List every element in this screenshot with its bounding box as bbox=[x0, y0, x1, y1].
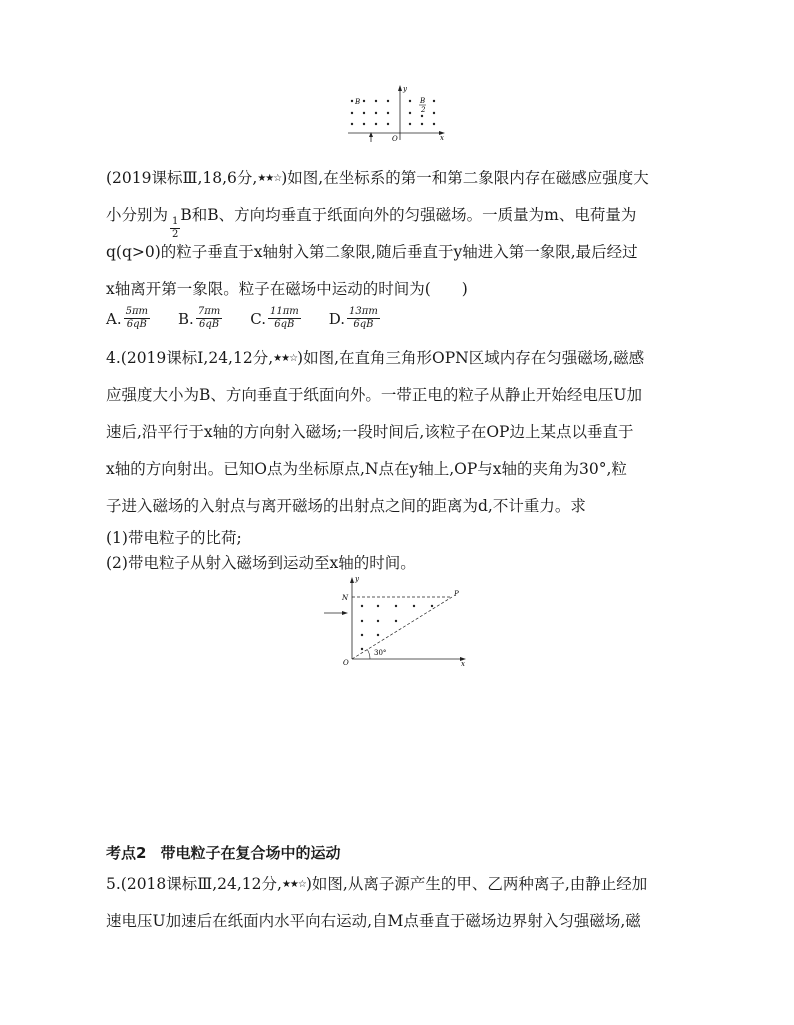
q5-text-1: )如图,从离子源产生的甲、乙两种离子,由静止经加 bbox=[305, 875, 648, 893]
frac-num: 7πm bbox=[197, 306, 221, 317]
frac-num: 11πm bbox=[269, 306, 299, 317]
difficulty-stars-icon: ★★☆ bbox=[281, 879, 306, 890]
frac-num: 1 bbox=[172, 216, 179, 227]
frac-num: 5πm bbox=[125, 306, 149, 317]
q4-sub-1: (1)带电粒子的比荷; bbox=[106, 529, 242, 547]
frac-den: 6qB bbox=[274, 319, 295, 330]
option-label: D. bbox=[328, 309, 346, 328]
q5-line-2: 速电压U加速后在纸面内水平向右运动,自M点垂直于磁场边界射入匀强磁场,磁 bbox=[106, 912, 641, 930]
field-dots bbox=[361, 605, 433, 650]
section-title: 带电粒子在复合场中的运动 bbox=[160, 844, 341, 862]
q3-line-1 bbox=[106, 160, 690, 197]
option-fraction bbox=[268, 306, 301, 331]
option-d[interactable] bbox=[329, 306, 380, 331]
label-B: B bbox=[355, 98, 361, 106]
label-O: O bbox=[343, 659, 349, 667]
q4-text-1: )如图,在直角三角形OPN区域内存在匀强磁场,磁感 bbox=[297, 349, 645, 367]
frac-num: 13πm bbox=[349, 306, 378, 317]
difficulty-stars-icon: ★★☆ bbox=[273, 353, 298, 364]
q3-line-3: q(q>0)的粒子垂直于x轴射入第二象限,随后垂直于y轴进入第一象限,最后经过 bbox=[106, 243, 638, 261]
q4-sub-2: (2)带电粒子从射入磁场到运动至x轴的时间。 bbox=[106, 554, 416, 572]
question-4 bbox=[106, 340, 690, 525]
y-axis-arrow bbox=[398, 85, 402, 91]
frac-den: 6qB bbox=[353, 319, 374, 330]
q3-options bbox=[106, 306, 408, 331]
q5-line-1 bbox=[106, 866, 690, 903]
label-x: x bbox=[440, 134, 444, 142]
label-angle: 30° bbox=[374, 649, 387, 657]
figure-magnetic-quadrants bbox=[340, 82, 452, 144]
edge-OP bbox=[352, 597, 452, 659]
option-label: C. bbox=[250, 309, 266, 328]
q4-line-4: x轴的方向射出。已知O点为坐标原点,N点在y轴上,OP与x轴的夹角为30°,粒 bbox=[106, 460, 627, 478]
q4-line-1 bbox=[106, 340, 690, 377]
label-P: P bbox=[454, 590, 459, 598]
label-y: y bbox=[355, 575, 359, 583]
label-origin: O bbox=[392, 135, 398, 143]
y-axis-arrow bbox=[350, 577, 354, 583]
q4-line-2: 应强度大小为B、方向垂直于纸面向外。一带正电的粒子从静止开始经电压U加 bbox=[106, 386, 642, 404]
option-a[interactable] bbox=[106, 306, 150, 331]
q4-line-3: 速后,沿平行于x轴的方向射入磁场;一段时间后,该粒子在OP边上某点以垂直于 bbox=[106, 423, 634, 441]
q5-source: 5.(2018课标Ⅲ,24,12分, bbox=[106, 875, 282, 893]
q4-source: 4.(2019课标Ⅰ,24,12分, bbox=[106, 349, 274, 367]
option-fraction bbox=[124, 306, 150, 331]
particle-entry-arrowhead bbox=[342, 611, 348, 615]
label-N: N bbox=[342, 594, 349, 602]
q3-source: (2019课标Ⅲ,18,6分, bbox=[106, 169, 258, 187]
option-c[interactable] bbox=[250, 306, 301, 331]
option-fraction bbox=[347, 306, 380, 331]
question-5 bbox=[106, 866, 690, 940]
angle-arc bbox=[367, 650, 370, 660]
q3-line-4: x轴离开第一象限。粒子在磁场中运动的时间为( ) bbox=[106, 280, 468, 298]
option-label: A. bbox=[106, 309, 122, 328]
difficulty-stars-icon: ★★☆ bbox=[257, 173, 282, 184]
q3-text-2b: B和B、方向均垂直于纸面向外的匀强磁场。一质量为m、电荷量为 bbox=[180, 206, 637, 224]
option-fraction bbox=[196, 306, 222, 331]
q4-subquestions bbox=[106, 526, 690, 576]
question-3 bbox=[106, 160, 690, 308]
q4-line-5: 子进入磁场的入射点与离开磁场的出射点之间的距离为d,不计重力。求 bbox=[106, 497, 586, 515]
option-b[interactable] bbox=[178, 306, 222, 331]
label-y: y bbox=[403, 85, 407, 93]
frac-den: 2 bbox=[172, 229, 179, 240]
label-half-B-num: B bbox=[420, 97, 426, 105]
frac-den: 6qB bbox=[126, 319, 147, 330]
frac-den: 6qB bbox=[198, 319, 220, 330]
option-label: B. bbox=[178, 309, 194, 328]
q3-line-2 bbox=[106, 197, 690, 240]
q3-text-1: )如图,在坐标系的第一和第二象限内存在磁感应强度大 bbox=[281, 169, 649, 187]
label-x: x bbox=[461, 660, 465, 667]
figure-triangle-field bbox=[318, 573, 468, 667]
section-heading bbox=[106, 842, 354, 863]
section-number: 考点2 bbox=[106, 844, 147, 862]
label-half-B-den: 2 bbox=[421, 106, 426, 114]
q3-text-2a: 小分别为 bbox=[106, 206, 169, 224]
